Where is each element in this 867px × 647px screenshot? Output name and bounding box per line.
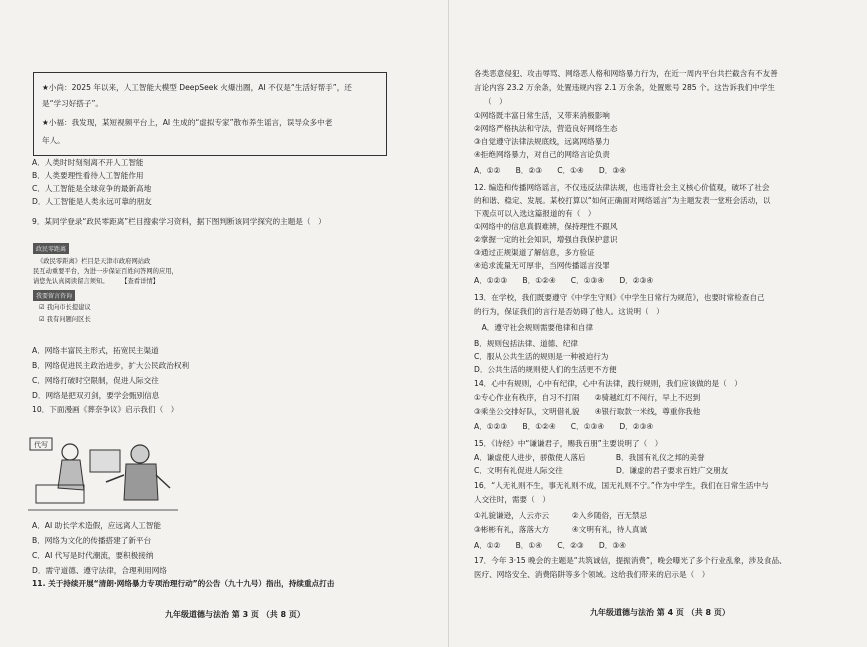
- q10-option-b: B．网络为文化的传播搭建了新平台: [32, 536, 152, 545]
- text-line: 13．在学校，我们既要遵守《中学生守则》《中学生日常行为规范》，也要时常检查自己: [474, 293, 765, 302]
- text-line: ③彬彬有礼，落落大方 ④文明有礼，待人真诚: [474, 525, 648, 534]
- q10-stem: 10．下面漫画《葬奈争议》启示我们（ ）: [32, 405, 179, 414]
- website-screenshot: [33, 243, 243, 333]
- page-fold: [448, 0, 449, 647]
- robot-head: [131, 445, 149, 463]
- q10-option-d: D．需守道德、遵守法律，合理利用网络: [32, 566, 167, 575]
- box-line: 是“学习好搭子”。: [42, 99, 104, 108]
- text-line: A．谦虚使人进步，骄傲使人落后 B．我国有礼仪之邦的美誉: [474, 453, 705, 462]
- screenshot-item-label: 我有问题问区长: [46, 316, 91, 323]
- box-line: ★小尚：2025 年以来，人工智能大模型 DeepSeek 火爆出圈，AI 不仅是“生活好帮手”，还: [42, 83, 352, 92]
- text-line: C．服从公共生活的规则是一种被迫行为: [474, 352, 609, 361]
- screenshot-item: ☑ 我向市长提建议: [39, 304, 91, 311]
- screen-shape: [90, 450, 120, 472]
- q9-option-c: C．网络打破时空限制，促进人际交往: [32, 376, 159, 385]
- text-line: 14．心中有规则，心中有纪律，心中有法律，践行规则，我们应该做的是（ ）: [474, 379, 742, 388]
- text-line: 17．今年 3·15 晚会的主题是“共筑诚信，提振消费”，晚会曝光了多个行业乱象，涉及食品、: [474, 556, 787, 565]
- text-line: B．规则包括法律、道德、纪律: [474, 339, 578, 348]
- figure-head: [62, 444, 78, 460]
- screenshot-item-label: 我向市长提建议: [46, 304, 91, 311]
- q8-option-b: B．人类要理性看待人工智能作用: [32, 171, 144, 180]
- text-line: ④拒绝网络暴力，对自己的网络言论负责: [474, 150, 610, 159]
- text-line: ②掌握一定的社会知识，增强自我保护意识: [474, 235, 618, 244]
- text-line: 16．“人无礼则不生，事无礼则不成，国无礼则不宁。”作为中学生，我们在日常生活中与: [474, 481, 769, 490]
- q11-stem: 11. 关于持续开展“清朗·网络暴力专项治理行动”的公告（九十九号）指出，持续重点打击: [32, 579, 335, 588]
- text-line: A．遵守社会规则需要他律和自律: [474, 323, 594, 332]
- screenshot-badge: 政民零距离: [33, 243, 69, 254]
- text-line: A．①② B．①④ C．②③ D．③④: [474, 541, 626, 550]
- text-line: ①礼貌谦逊，人云亦云 ②入乡随俗，百无禁忌: [474, 511, 648, 520]
- text-line: 各类恶意侵犯、攻击辱骂、网络恶人格和网络暴力行为，在近一周内平台共拦截含有不友善: [474, 69, 778, 78]
- q8-option-a: A．人类时时刻刻离不开人工智能: [32, 158, 144, 167]
- box-line: 年人。: [42, 136, 65, 145]
- screenshot-text: 《政民零距离》栏目是天津市政府网站政: [37, 258, 151, 265]
- q8-option-c: C．人工智能是全球竞争的最新高地: [32, 184, 152, 193]
- page-footer-right: 九年级道德与法治 第 4 页 （共 8 页）: [590, 608, 730, 617]
- text-line: 的和谐、稳定、发展。某校打算以“如何正确面对网络谣言”为主题发表一堂班会活动，以: [474, 196, 771, 205]
- text-line: 的行为，保证我们的言行是否妨碍了他人。这说明（ ）: [474, 307, 664, 316]
- comic-illustration: [28, 430, 178, 515]
- text-line: A．①②③ B．①②④ C．①③④ D．②③④: [474, 422, 654, 431]
- text-line: ③自觉遵守法律法规底线，远离网络暴力: [474, 137, 610, 146]
- box-line: ★小福：我发现，某短视频平台上，AI 生成的“虚拟专家”散布养生谣言，误导众多中老: [42, 118, 333, 127]
- q9-option-a: A．网络丰富民主形式，拓宽民主渠道: [32, 346, 159, 355]
- text-line: 12. 编造和传播网络谣言，不仅违反法律法规，也违背社会主义核心价值观，破坏了社会: [474, 183, 770, 192]
- text-line: C．文明有礼促进人际交往 D．谦虚的君子要求百姓广交朋友: [474, 466, 729, 475]
- screenshot-text: 请您先认真阅读留言须知。 【查看详情】: [33, 278, 159, 285]
- text-line: ①网络既丰富日常生活，又带来消极影响: [474, 111, 610, 120]
- text-line: 15．《诗经》中“谦谦君子，赐我百朋”主要说明了（ ）: [474, 439, 663, 448]
- text-line: D．公共生活的规则使人们的生活更不方便: [474, 365, 617, 374]
- screenshot-badge: 我要留言咨询: [33, 290, 75, 301]
- q9-option-b: B．网络促进民主政治进步，扩大公民政治权利: [32, 361, 190, 370]
- discussion-box: [33, 72, 387, 156]
- q10-option-a: A．AI 助长学术造假，应远离人工智能: [32, 521, 161, 530]
- robot-body: [124, 464, 158, 500]
- text-line: ①专心作业有秩序，自习不打闹 ②骑越红灯不闯行，早上不迟到: [474, 393, 701, 402]
- screenshot-item: ☑ 我有问题问区长: [39, 316, 91, 323]
- page-footer-left: 九年级道德与法治 第 3 页 （共 8 页）: [165, 610, 305, 619]
- text-line: 下观点可以入选这篇报道的有（ ）: [474, 209, 596, 218]
- q8-option-d: D．人工智能是人类永远可靠的朋友: [32, 197, 152, 206]
- text-line: ①网络中的信息真假难辨，保持理性不跟风: [474, 222, 618, 231]
- text-line: （ ）: [484, 97, 507, 106]
- comic-sign-label: 代写: [34, 441, 48, 449]
- screenshot-text: 民互动重要平台，为进一步保证百姓问答网的应用，: [33, 268, 178, 275]
- text-line: 医疗、网络安全、消费陷阱等多个领域。这给我们带来的启示是（ ）: [474, 570, 710, 579]
- q9-option-d: D．网络是把双刃剑，要学会甄别信息: [32, 391, 160, 400]
- text-line: 人交往时，需要（ ）: [474, 495, 550, 504]
- text-line: ④追求流量无可厚非，当网传播谣言没罪: [474, 261, 610, 270]
- text-line: A．①② B．②③ C．①④ D．③④: [474, 166, 626, 175]
- q9-stem: 9．某同学登录“政民零距离”栏目搜索学习资料，据下图判断该同学探究的主题是（ ）: [32, 217, 326, 226]
- q10-option-c: C．AI 代写是时代潮流，要积极接纳: [32, 551, 154, 560]
- text-line: ③通过正规渠道了解信息，多方验证: [474, 248, 595, 257]
- text-line: ②网络严格执法和守法，营造良好网络生态: [474, 124, 618, 133]
- text-line: 言论内容 23.2 万余条，处置违规内容 2.1 万余条，处置账号 285 个。这告诉我们中学生: [474, 83, 775, 92]
- text-line: A．①②③ B．①②④ C．①③④ D．②③④: [474, 276, 654, 285]
- text-line: ③乘坐公交排好队，文明借礼貌 ④银行取款一米线，尊重你我他: [474, 407, 701, 416]
